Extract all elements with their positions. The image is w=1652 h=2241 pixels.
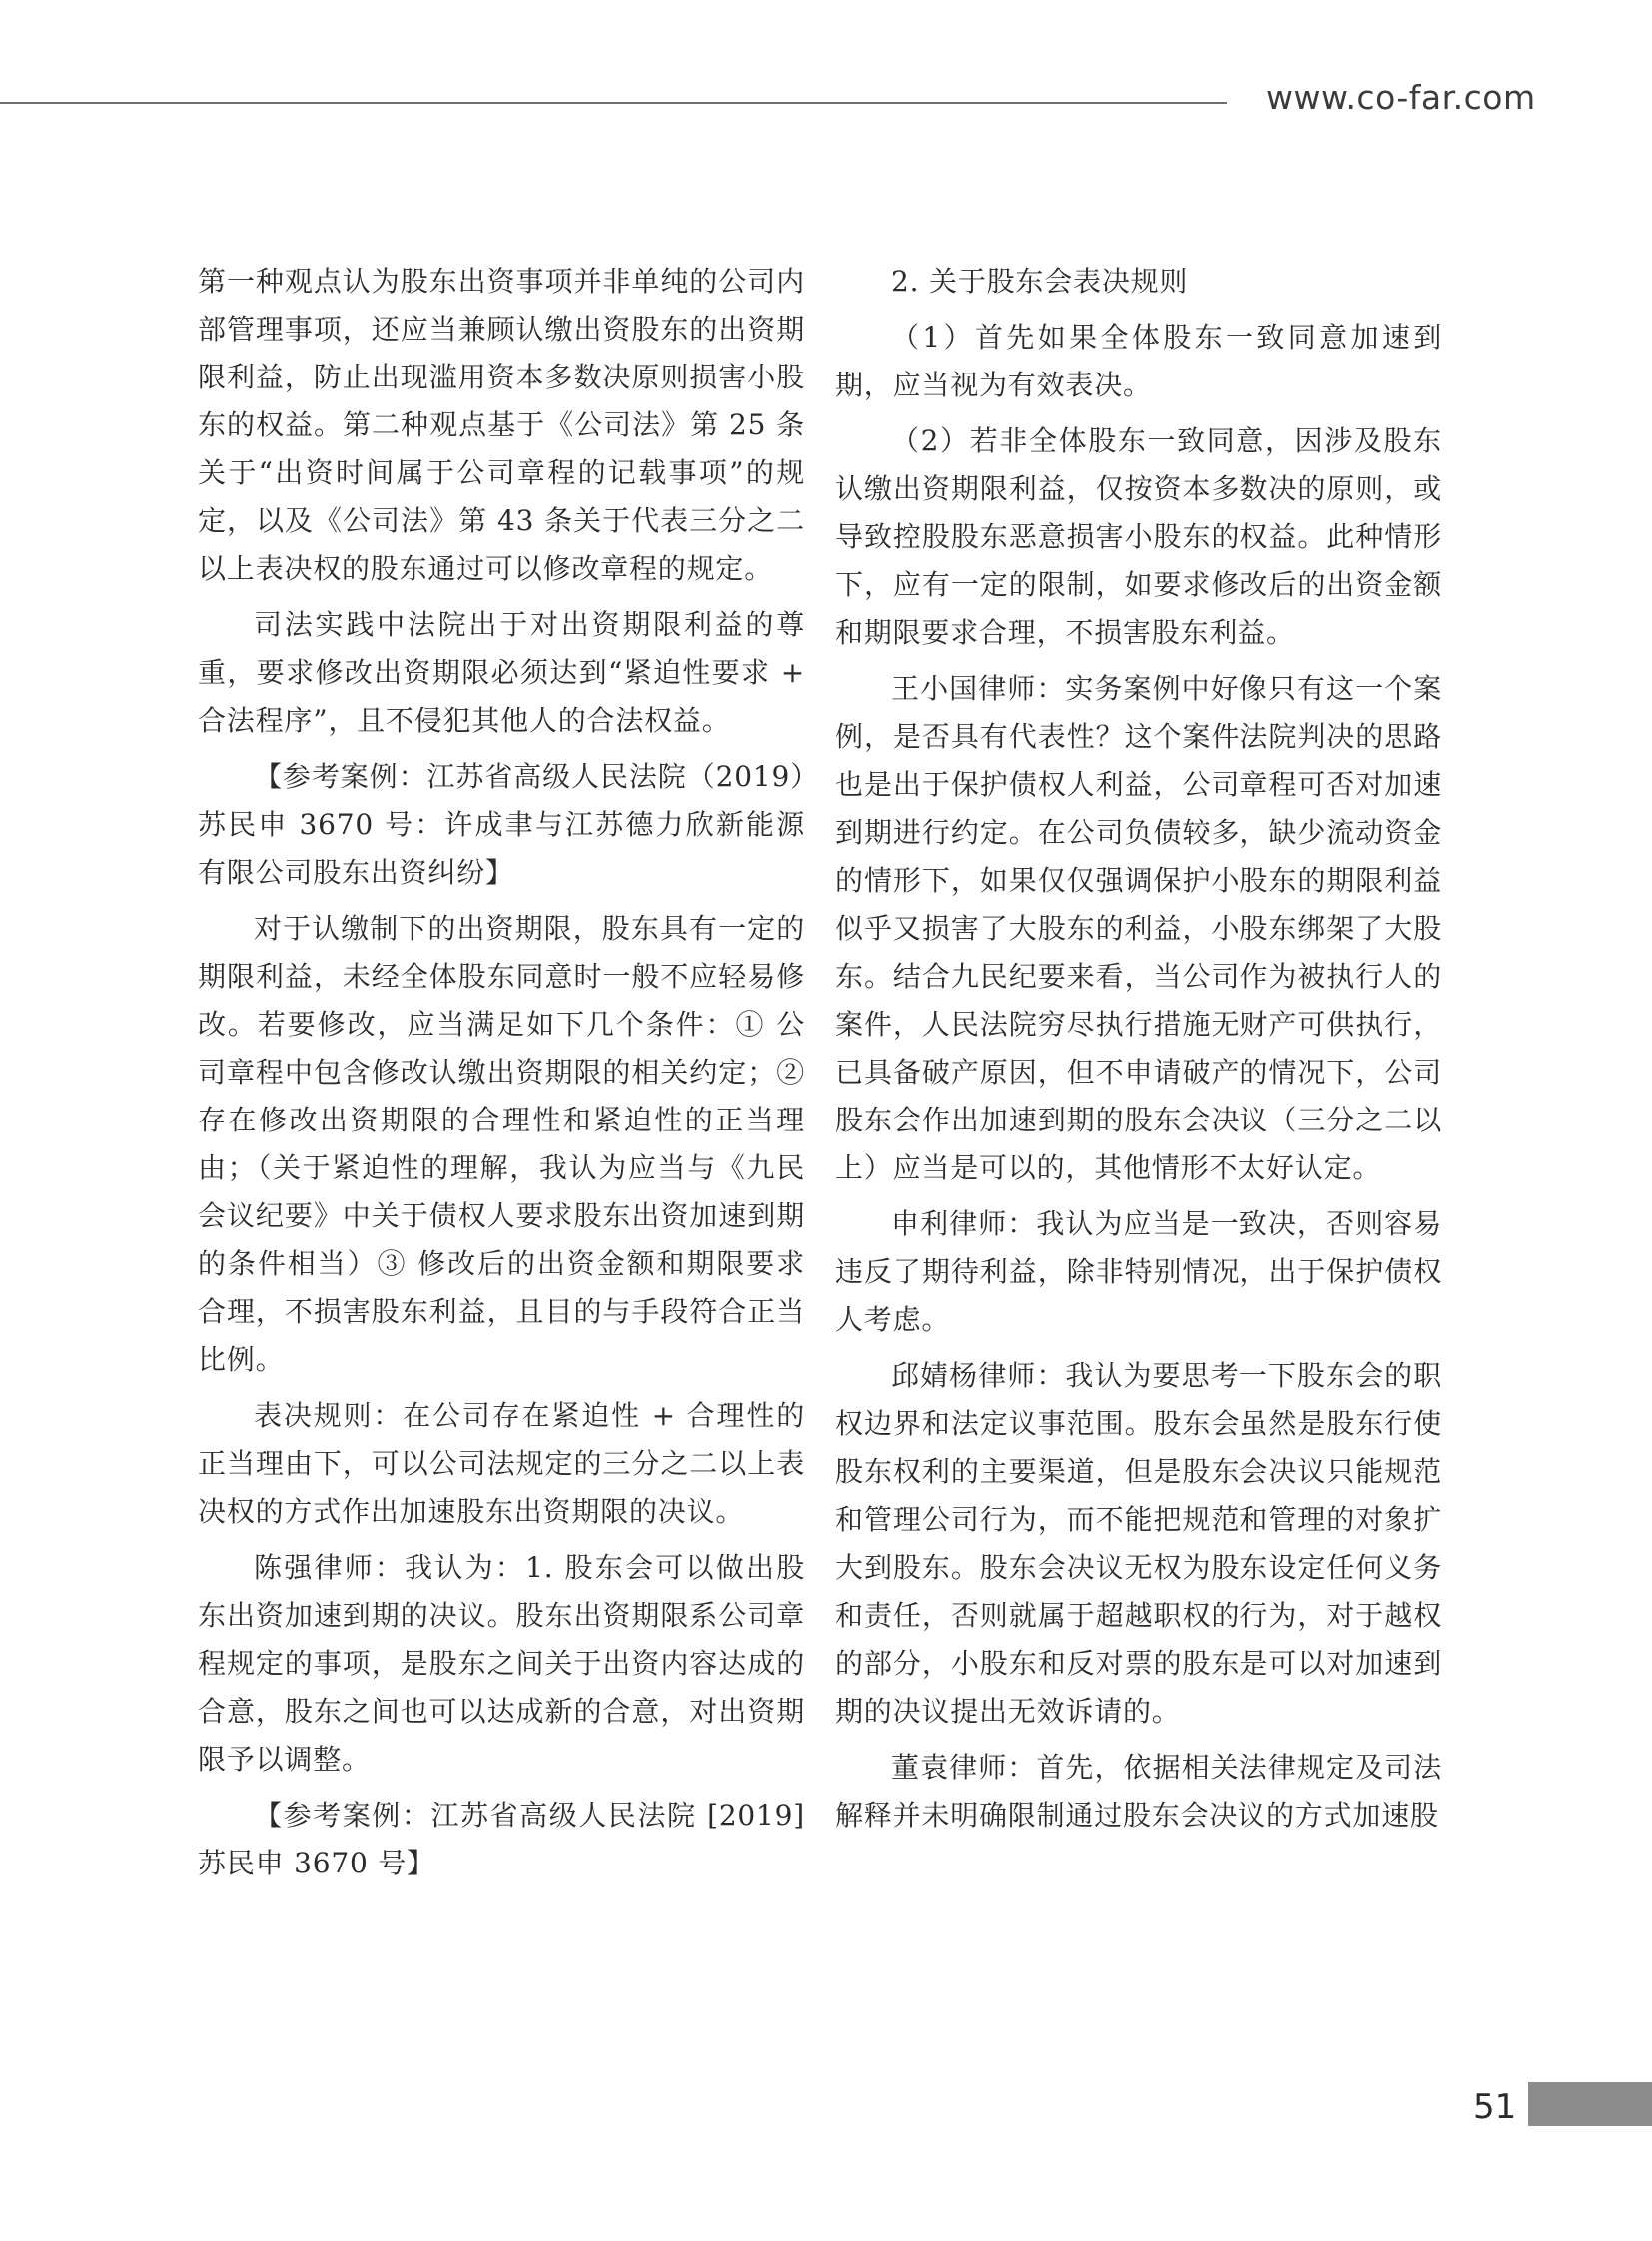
paragraph: 申利律师：我认为应当是一致决，否则容易违反了期待利益，除非特别情况，出于保护债权人考虑。 (835, 1207, 1442, 1336)
paragraph: 对于认缴制下的出资期限，股东具有一定的期限利益，未经全体股东同意时一般不应轻易修改。若要修改，应当满足如下几个条件：① 公司章程中包含修改认缴出资期限的相关约定；② 存在修改出资期限的合理性和紧迫性的正当理由；（关于紧迫性的理解，我认为应当与《九民会议纪要》中关于债权人要求股东出资加速到期的条件相当）③ 修改后的出资金额和期限要求合理，不损害股东利益，且目的与手段符合正当比例。 (198, 912, 805, 1376)
paragraph: 表决规则：在公司存在紧迫性 + 合理性的正当理由下，可以公司法规定的三分之二以上表决权的方式作出加速股东出资期限的决议。 (198, 1399, 805, 1528)
paragraph: 第一种观点认为股东出资事项并非单纯的公司内部管理事项，还应当兼顾认缴出资股东的出资期限利益，防止出现滥用资本多数决原则损害小股东的权益。第二种观点基于《公司法》第 25 条关于“出资时间属于公司章程的记载事项”的规定，以及《公司法》第 43 条关于代表三分之二以上表决权的股东通过可以修改章程的规定。 (198, 265, 805, 585)
reference-case: 【参考案例：江苏省高级人民法院（2019）苏民申 3670 号：许成聿与江苏德力欣新能源有限公司股东出资纠纷】 (198, 760, 805, 889)
paragraph: （2）若非全体股东一致同意，因涉及股东认缴出资期限利益，仅按资本多数决的原则，或导致控股股东恶意损害小股东的权益。此种情形下，应有一定的限制，如要求修改后的出资金额和期限要求合理，不损害股东利益。 (835, 424, 1442, 649)
right-column (835, 258, 1442, 1848)
paragraph: 王小国律师：实务案例中好像只有这一个案例，是否具有代表性？这个案件法院判决的思路也是出于保护债权人利益，公司章程可否对加速到期进行约定。在公司负债较多，缺少流动资金的情形下，如果仅仅强调保护小股东的期限利益似乎又损害了大股东的利益，小股东绑架了大股东。结合九民纪要来看，当公司作为被执行人的案件，人民法院穷尽执行措施无财产可供执行，已具备破产原因，但不申请破产的情况下，公司股东会作出加速到期的股东会决议（三分之二以上）应当是可以的，其他情形不太好认定。 (835, 672, 1442, 1184)
paragraph: 董袁律师：首先，依据相关法律规定及司法解释并未明确限制通过股东会决议的方式加速股 (835, 1751, 1442, 1832)
paragraph: （1）首先如果全体股东一致同意加速到期，应当视为有效表决。 (835, 321, 1442, 401)
page-bar (1528, 2082, 1652, 2126)
left-column (198, 258, 805, 1895)
section-heading: 2. 关于股东会表决规则 (891, 265, 1189, 298)
paragraph: 司法实践中法院出于对出资期限利益的尊重，要求修改出资期限必须达到“紧迫性要求 + 合法程序”，且不侵犯其他人的合法权益。 (198, 608, 805, 737)
paragraph: 陈强律师：我认为：1. 股东会可以做出股东出资加速到期的决议。股东出资期限系公司章程规定的事项，是股东之间关于出资内容达成的合意，股东之间也可以达成新的合意，对出资期限予以调整。 (198, 1551, 805, 1776)
reference-case: 【参考案例：江苏省高级人民法院 [2019] 苏民申 3670 号】 (198, 1799, 805, 1879)
header-rule (0, 102, 1227, 104)
paragraph: 邱婧杨律师：我认为要思考一下股东会的职权边界和法定议事范围。股东会虽然是股东行使股东权利的主要渠道，但是股东会决议只能规范和管理公司行为，而不能把规范和管理的对象扩大到股东。股东会决议无权为股东设定任何义务和责任，否则就属于超越职权的行为，对于越权的部分，小股东和反对票的股东是可以对加速到期的决议提出无效诉请的。 (835, 1359, 1442, 1728)
page-number: 51 (1473, 2087, 1517, 2127)
site-url: www.co-far.com (1266, 78, 1536, 117)
